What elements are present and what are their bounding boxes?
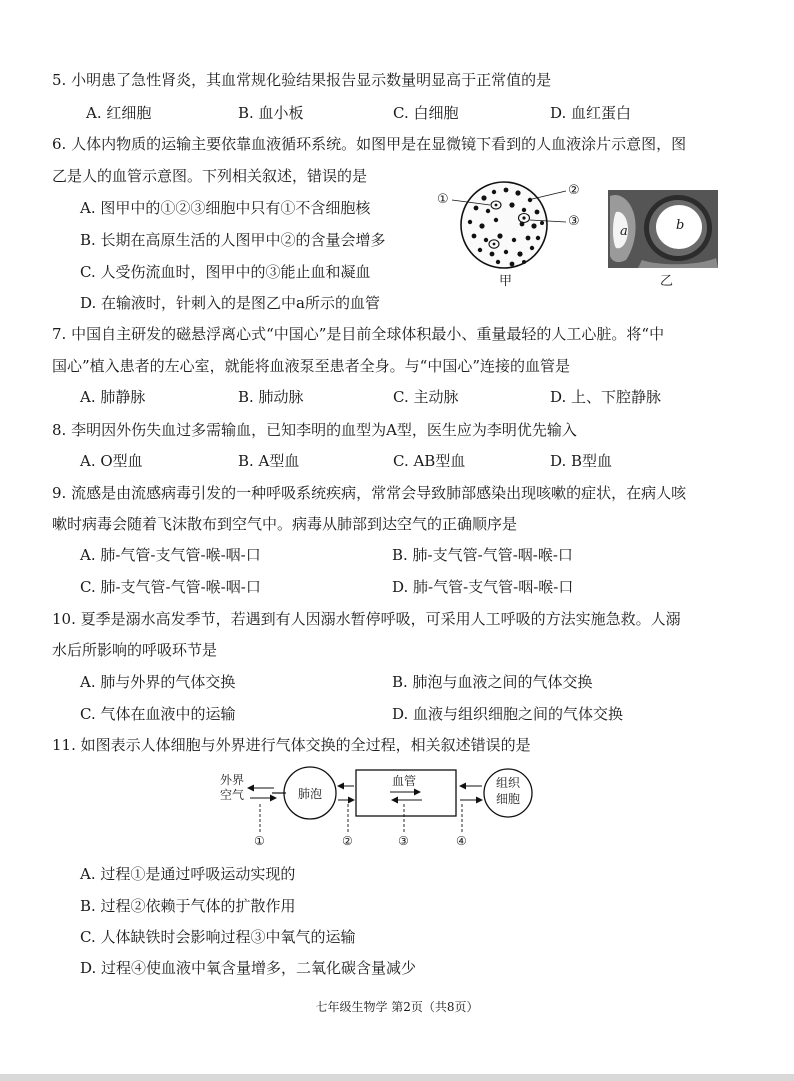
q7-stem-line1: 7. 中国自主研发的磁悬浮离心式“中国心”是目前全球体积最小、重量最轻的人工心脏。将“中 — [52, 325, 665, 343]
q9-option-b: B. 肺-支气管-气管-咽-喉-口 — [392, 546, 573, 564]
q10-option-d: D. 血液与组织细胞之间的气体交换 — [392, 705, 624, 723]
process-marker-3: ③ — [398, 834, 409, 848]
q7-stem-line2: 国心”植入患者的左心室，就能将血液泵至患者全身。与“中国心”连接的血管是 — [52, 357, 571, 375]
process-marker-2: ② — [342, 834, 353, 848]
q9-option-c: C. 肺-支气管-气管-喉-咽-口 — [80, 578, 261, 596]
blood-smear-figure — [436, 178, 586, 290]
q8-stem: 8. 李明因外伤失血过多需输血，已知李明的血型为A型，医生应为李明优先输入 — [52, 421, 577, 439]
outside-air-label-bottom: 空气 — [220, 788, 245, 802]
q5-option-a: A. 红细胞 — [86, 104, 152, 122]
q9-stem-line2: 嗽时病毒会随着飞沫散布到空气中。病毒从肺部到达空气的正确顺序是 — [52, 515, 518, 533]
q11-option-d: D. 过程④使血液中氧含量增多，二氧化碳含量减少 — [80, 959, 417, 977]
q7-option-c: C. 主动脉 — [393, 388, 459, 406]
q7-option-a: A. 肺静脉 — [80, 388, 146, 406]
tissue-label-bottom: 细胞 — [496, 792, 521, 806]
q5-option-b: B. 血小板 — [238, 104, 304, 122]
q8-option-d: D. B型血 — [550, 452, 613, 470]
q8-option-b: B. A型血 — [238, 452, 300, 470]
q10-stem-line2: 水后所影响的呼吸环节是 — [52, 641, 218, 659]
q8-option-a: A. O型血 — [80, 452, 143, 470]
process-marker-4: ④ — [456, 834, 467, 848]
q6-option-c: C. 人受伤流血时，图甲中的③能止血和凝血 — [80, 263, 371, 281]
vessel-label-a: a — [620, 224, 628, 239]
q10-option-a: A. 肺与外界的气体交换 — [80, 673, 236, 691]
q6-option-a: A. 图甲中的①②③细胞中只有①不含细胞核 — [80, 199, 371, 217]
q7-option-d: D. 上、下腔静脉 — [550, 388, 662, 406]
q6-stem-line2: 乙是人的血管示意图。下列相关叙述，错误的是 — [52, 167, 368, 185]
blood-vessel-figure — [608, 190, 718, 290]
process-marker-1: ① — [254, 834, 265, 848]
q11-stem: 11. 如图表示人体细胞与外界进行气体交换的全过程，相关叙述错误的是 — [52, 736, 531, 754]
vessel-label-b: b — [676, 218, 685, 233]
q6-option-b: B. 长期在高原生活的人图甲中②的含量会增多 — [80, 231, 386, 249]
q10-stem-line1: 10. 夏季是溺水高发季节，若遇到有人因溺水暂停呼吸，可采用人工呼吸的方法实施急救。人溺 — [52, 610, 681, 628]
page-footer: 七年级生物学 第2页（共8页） — [315, 1000, 479, 1014]
blood-vessel-caption: 乙 — [660, 274, 674, 289]
q9-option-d: D. 肺-气管-支气管-咽-喉-口 — [392, 578, 574, 596]
blood-smear-marker-3: ③ — [568, 214, 580, 229]
blood-smear-caption: 甲 — [499, 274, 513, 289]
q11-option-b: B. 过程②依赖于气体的扩散作用 — [80, 897, 296, 915]
q5-stem: 5. 小明患了急性肾炎，其血常规化验结果报告显示数量明显高于正常值的是 — [52, 71, 552, 89]
q10-option-c: C. 气体在血液中的运输 — [80, 705, 236, 723]
q6-stem-line1: 6. 人体内物质的运输主要依靠血液循环系统。如图甲是在显微镜下看到的人血液涂片示意图，图 — [52, 135, 687, 153]
alveolus-label: 肺泡 — [298, 787, 323, 801]
q9-option-a: A. 肺-气管-支气管-喉-咽-口 — [80, 546, 261, 564]
blood-smear-marker-1: ① — [437, 192, 449, 207]
tissue-label-top: 组织 — [496, 776, 521, 790]
q5-option-c: C. 白细胞 — [393, 104, 459, 122]
q7-option-b: B. 肺动脉 — [238, 388, 304, 406]
q11-option-a: A. 过程①是通过呼吸运动实现的 — [80, 865, 296, 883]
q10-option-b: B. 肺泡与血液之间的气体交换 — [392, 673, 593, 691]
q5-option-d: D. 血红蛋白 — [550, 104, 632, 122]
outside-air-label-top: 外界 — [220, 773, 245, 787]
blood-smear-marker-2: ② — [568, 183, 580, 198]
q6-option-d: D. 在输液时，针刺入的是图乙中a所示的血管 — [80, 294, 380, 312]
vessel-label: 血管 — [392, 774, 417, 788]
q8-option-c: C. AB型血 — [393, 452, 466, 470]
q11-option-c: C. 人体缺铁时会影响过程③中氧气的运输 — [80, 928, 356, 946]
q9-stem-line1: 9. 流感是由流感病毒引发的一种呼吸系统疾病，常常会导致肺部感染出现咳嗽的症状，在病人咳 — [52, 484, 687, 502]
gas-exchange-diagram — [214, 764, 554, 850]
scan-bottom-edge — [0, 1074, 794, 1081]
